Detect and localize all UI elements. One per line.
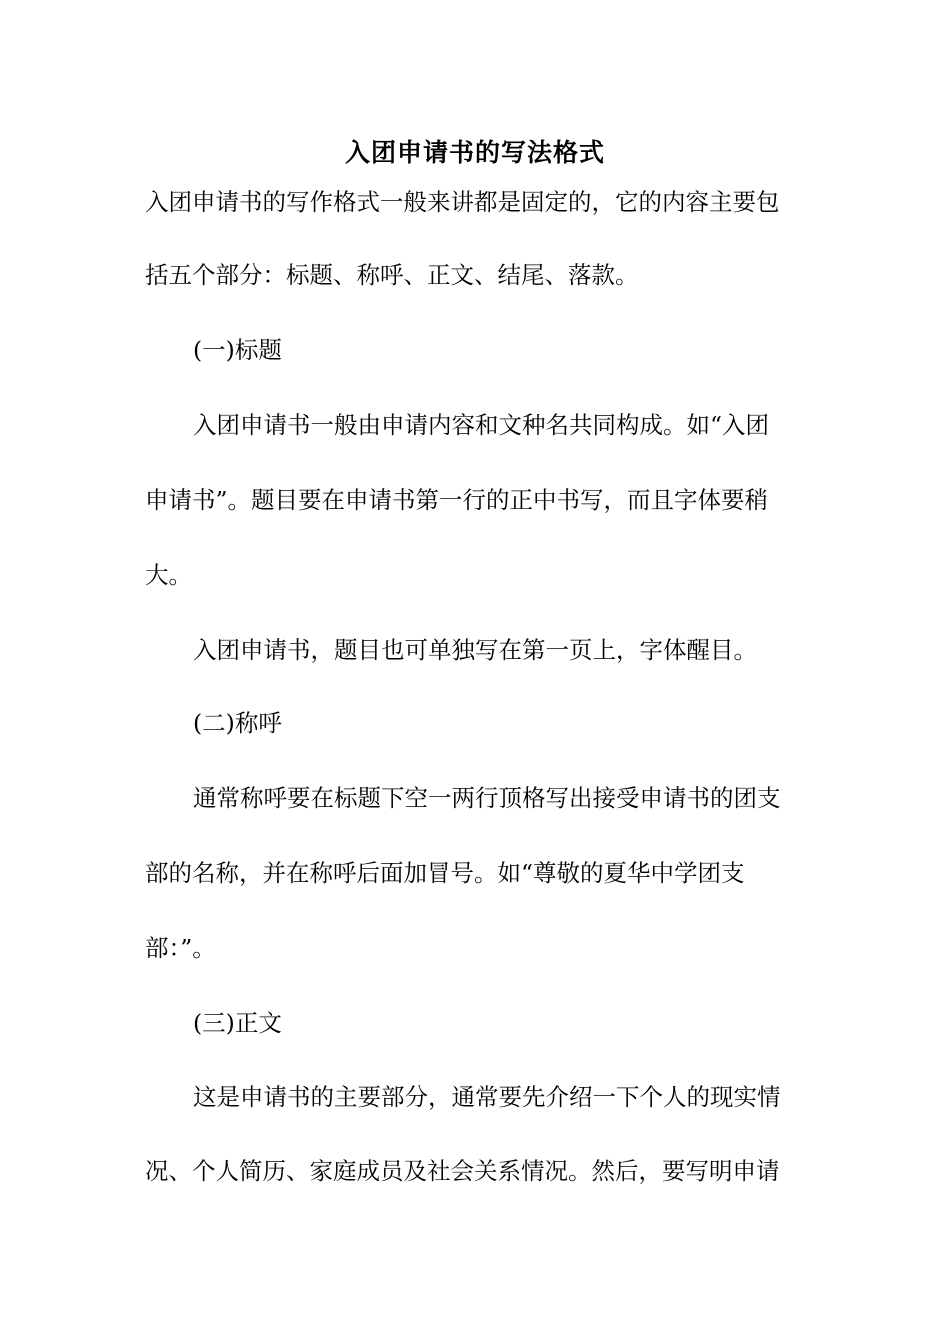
paragraph-line: 入团申请书一般由申请内容和文种名共同构成。如“入团 bbox=[193, 411, 770, 439]
paragraph-line: 入团申请书的写作格式一般来讲都是固定的，它的内容主要包 bbox=[145, 188, 780, 216]
paragraph-line: 申请书”。题目要在申请书第一行的正中书写，而且字体要稍 bbox=[145, 486, 769, 514]
section-heading: (三)正文 bbox=[193, 1009, 282, 1037]
paragraph-line: 部：”。 bbox=[145, 934, 216, 962]
paragraph-line: 入团申请书，题目也可单独写在第一页上，字体醒目。 bbox=[193, 636, 757, 664]
paragraph-line: 括五个部分：标题、称呼、正文、结尾、落款。 bbox=[145, 261, 639, 289]
paragraph-line: 部的名称，并在称呼后面加冒号。如“尊敬的夏华中学团支 bbox=[145, 859, 745, 887]
paragraph-line: 大。 bbox=[145, 561, 192, 589]
section-heading: (一)标题 bbox=[193, 336, 282, 364]
section-heading: (二)称呼 bbox=[193, 709, 282, 737]
paragraph-line: 通常称呼要在标题下空一两行顶格写出接受申请书的团支 bbox=[193, 784, 781, 812]
paragraph-line: 这是申请书的主要部分，通常要先介绍一下个人的现实情 bbox=[193, 1083, 781, 1111]
document-title: 入团申请书的写法格式 bbox=[344, 138, 605, 167]
paragraph-line: 况、个人简历、家庭成员及社会关系情况。然后，要写明申请 bbox=[145, 1157, 780, 1185]
